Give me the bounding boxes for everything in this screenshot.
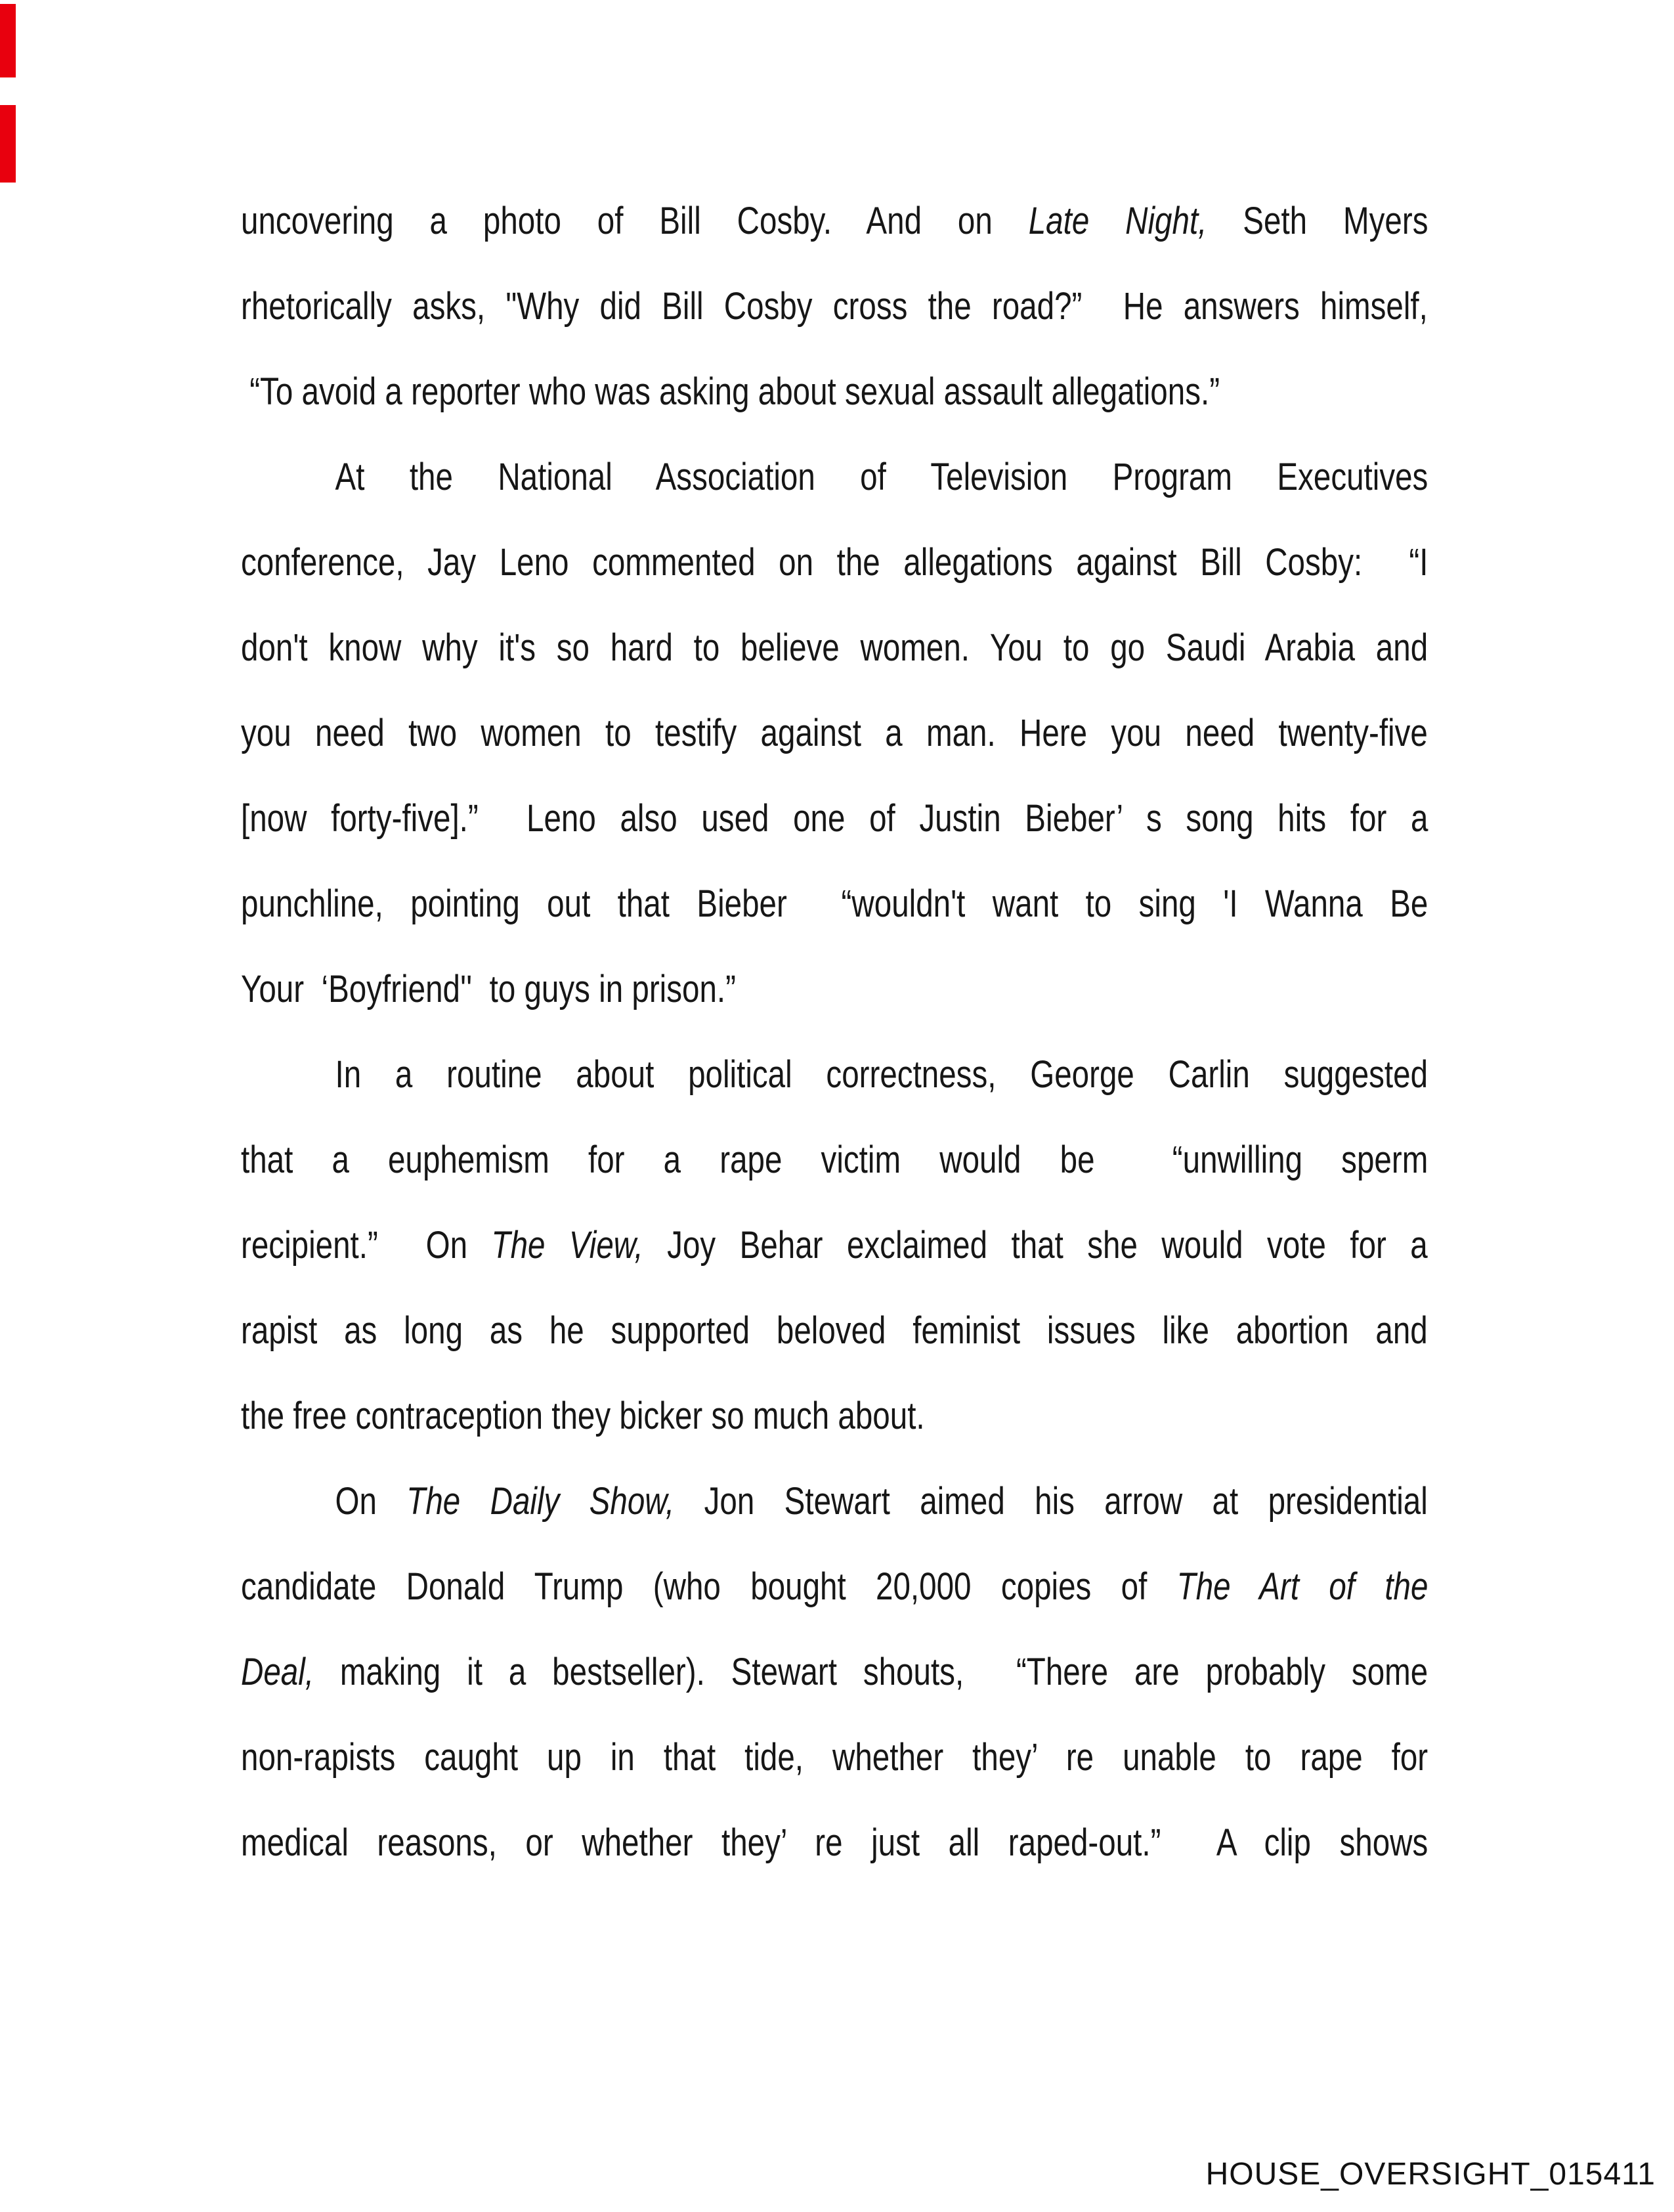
text-line-content — [241, 861, 1428, 947]
text-line — [241, 1459, 1428, 1544]
text-run: non-rapists caught up in that tide, whether they’ re unable to rape for — [241, 1736, 1428, 1779]
text-line — [241, 1117, 1428, 1203]
italic-text-run: The Art of the — [1176, 1565, 1428, 1608]
text-line — [241, 691, 1428, 776]
text-run: candidate Donald Trump (who bought 20,000 copies of — [241, 1565, 1177, 1608]
text-line-content — [241, 1203, 1428, 1288]
text-line — [241, 520, 1428, 605]
text-line-content — [335, 1032, 1428, 1117]
text-run: uncovering a photo of Bill Cosby. And on — [241, 200, 1029, 242]
text-run: In a routine about political correctness, George Carlin suggested — [335, 1053, 1428, 1096]
text-line — [241, 264, 1428, 349]
text-line-content — [241, 264, 1428, 349]
text-line-content — [241, 691, 1428, 776]
text-run: you need two women to testify against a man. Here you need twenty-five — [241, 712, 1428, 754]
document-text — [241, 179, 1428, 1886]
text-run: recipient.” On — [241, 1224, 492, 1267]
red-edge-mark — [0, 105, 16, 183]
bates-number: HOUSE_OVERSIGHT_015411 — [1205, 2157, 1656, 2192]
text-run: punchline, pointing out that Bieber “wouldn't want to sing 'I Wanna Be — [241, 882, 1428, 925]
text-line — [241, 605, 1428, 691]
text-run: Seth Myers — [1207, 200, 1428, 242]
text-run: rhetorically asks, "Why did Bill Cosby cross the road?” He answers himself, — [241, 285, 1428, 328]
text-line — [241, 1715, 1428, 1800]
text-run: rapist as long as he supported beloved feminist issues like abortion and — [241, 1309, 1428, 1352]
italic-text-run: The Daily Show, — [406, 1480, 675, 1523]
text-run: “To avoid a reporter who was asking about sexual assault allegations.” — [241, 370, 1220, 413]
text-line-content — [335, 1459, 1428, 1544]
text-line — [241, 349, 1428, 435]
text-line — [241, 1374, 1428, 1459]
text-line-content — [241, 1800, 1428, 1886]
text-line-content — [241, 1288, 1428, 1374]
text-run: that a euphemism for a rape victim would be “unwilling sperm — [241, 1139, 1428, 1181]
text-run: making it a bestseller). Stewart shouts, “There are probably some — [314, 1651, 1428, 1693]
text-run: don't know why it's so hard to believe women. You to go Saudi Arabia and — [241, 626, 1428, 669]
text-line — [241, 179, 1428, 264]
italic-text-run: The View, — [491, 1224, 643, 1267]
text-line-content — [335, 435, 1428, 520]
text-run: Joy Behar exclaimed that she would vote for a — [643, 1224, 1428, 1267]
text-run: the free contraception they bicker so much about. — [241, 1395, 925, 1437]
text-line-content — [241, 349, 1220, 435]
text-line — [241, 1800, 1428, 1886]
text-line-content — [241, 1117, 1428, 1203]
text-line-content — [241, 520, 1428, 605]
text-line — [241, 1032, 1428, 1117]
text-line-content — [241, 605, 1428, 691]
text-line — [241, 435, 1428, 520]
red-edge-mark — [0, 4, 16, 77]
text-line-content — [241, 1544, 1428, 1630]
text-run: medical reasons, or whether they’ re just all raped-out.” A clip shows — [241, 1821, 1428, 1864]
text-line — [241, 861, 1428, 947]
text-run: Your ‘Boyfriend'' to guys in prison.” — [241, 968, 736, 1010]
text-line — [241, 1203, 1428, 1288]
text-line-content — [241, 1630, 1428, 1715]
text-run: At the National Association of Television Program Executives — [335, 456, 1428, 498]
text-line-content — [241, 776, 1428, 861]
text-line-content — [241, 179, 1428, 264]
text-line — [241, 1630, 1428, 1715]
text-run: [now forty-five].” Leno also used one of Justin Bieber’ s song hits for a — [241, 797, 1428, 840]
text-run: Jon Stewart aimed his arrow at presidential — [674, 1480, 1428, 1523]
italic-text-run: Deal, — [241, 1651, 314, 1693]
text-line — [241, 1544, 1428, 1630]
italic-text-run: Late Night, — [1028, 200, 1207, 242]
text-line — [241, 947, 1428, 1032]
text-line — [241, 1288, 1428, 1374]
text-line-content — [241, 1374, 925, 1459]
text-line-content — [241, 947, 736, 1032]
text-line-content — [241, 1715, 1428, 1800]
text-run: conference, Jay Leno commented on the allegations against Bill Cosby: “I — [241, 541, 1428, 584]
text-run: On — [335, 1480, 407, 1523]
red-edge-marks — [0, 0, 39, 263]
text-line — [241, 776, 1428, 861]
